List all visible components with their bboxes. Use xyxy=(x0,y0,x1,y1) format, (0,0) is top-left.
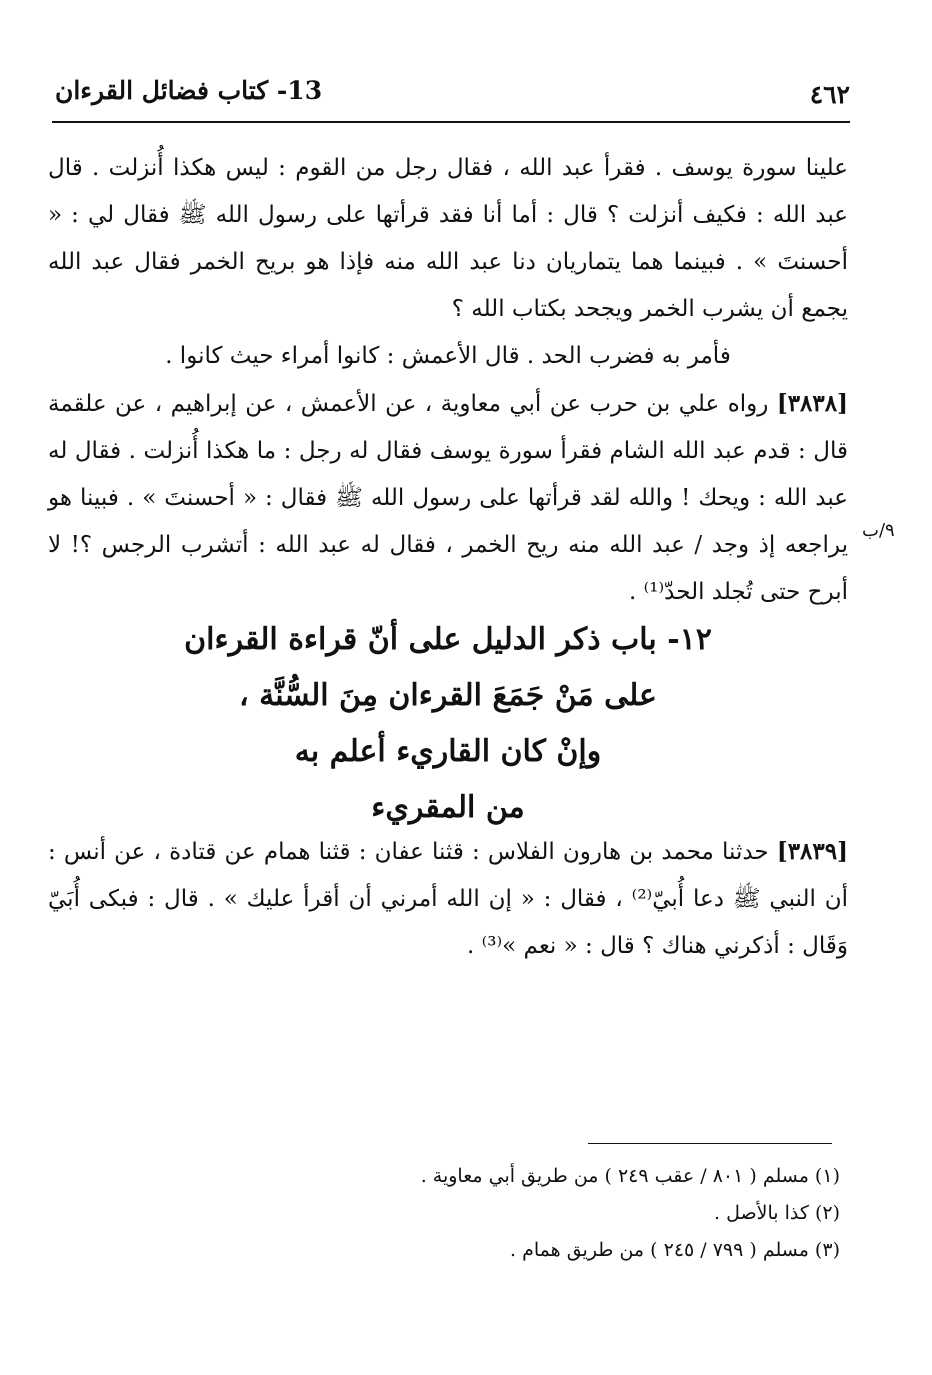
footnote: (٣) مسلم ( ٧٩٩ / ٢٤٥ ) من طريق همام . xyxy=(510,1239,840,1261)
chapter-heading-line: ١٢- باب ذكر الدليل على أنّ قراءة القرءان xyxy=(184,622,712,657)
manuscript-folio-note: ٩/ب xyxy=(862,520,895,541)
chapter-heading xyxy=(48,612,848,836)
main-text-block xyxy=(48,145,848,616)
page-number: ٤٦٢ xyxy=(809,80,850,109)
entry-3838 xyxy=(48,380,848,616)
header-rule xyxy=(52,121,850,123)
chapter-heading-line: من المقريء xyxy=(371,790,525,825)
chapter-running-title: 13- كتاب فضائل القرءان xyxy=(55,76,323,105)
footnotes xyxy=(300,1158,840,1269)
entry-number: [٣٨٣٨] xyxy=(776,390,849,417)
page-header xyxy=(55,72,850,116)
chapter-heading-line: على مَنْ جَمَعَ القرءان مِنَ السُّنَّة ، xyxy=(239,678,657,713)
paragraph-hadd: فأمر به فضرب الحد . قال الأعمش : كانوا أمراء حيث كانوا . xyxy=(165,343,731,369)
entry-3839 xyxy=(48,828,848,970)
main-text-block-2 xyxy=(48,828,848,970)
footnote: (١) مسلم ( ٨٠١ / عقب ٢٤٩ ) من طريق أبي معاوية . xyxy=(420,1165,840,1187)
entry-text: حدثنا محمد بن هارون الفلاس : قثنا عفان : قثنا همام عن قتادة ، عن أنس : أن النبي ﷺ دعا أُبيّ⁽²⁾ ، فقال : « إن الله أمرني أن أقرأ عليك » . قال : فبكى أُبَيّ وَقَال : أذكرني هناك ؟ قال : « نعم »⁽³⁾ . xyxy=(48,839,849,959)
chapter-heading-line: وإنْ كان القاريء أعلم به xyxy=(294,734,602,769)
footnote: (٢) كذا بالأصل . xyxy=(714,1202,840,1224)
paragraph-continuation: علينا سورة يوسف . فقرأ عبد الله ، فقال رجل من القوم : ليس هكذا أُنزلت . قال عبد الله : فكيف أنزلت ؟ قال : أما أنا فقد قرأتها على رسول الله ﷺ فقال لي : « أحسنتَ » . فبينما هما يتماريان دنا عبد الله منه فإذا هو بريح الخمر فقال عبد الله يجمع أن يشرب الخمر ويجحد بكتاب الله ؟ xyxy=(48,155,848,322)
entry-text: رواه علي بن حرب عن أبي معاوية ، عن الأعمش ، عن إبراهيم ، عن علقمة قال : قدم عبد الله الشام فقرأ سورة يوسف فقال له رجل : ما هكذا أُنزلت . فقال له عبد الله : ويحك ! والله لقد قرأتها على رسول الله ﷺ فقال : « أحسنتَ » . فبينا هو يراجعه إذ وجد / عبد الله منه ريح الخمر ، فقال له عبد الله : أتشرب الرجس ؟! لا أبرح حتى تُجلد الحدّ⁽¹⁾ . xyxy=(48,391,848,605)
entry-number: [٣٨٣٩] xyxy=(776,838,849,865)
footnote-rule xyxy=(588,1143,832,1144)
